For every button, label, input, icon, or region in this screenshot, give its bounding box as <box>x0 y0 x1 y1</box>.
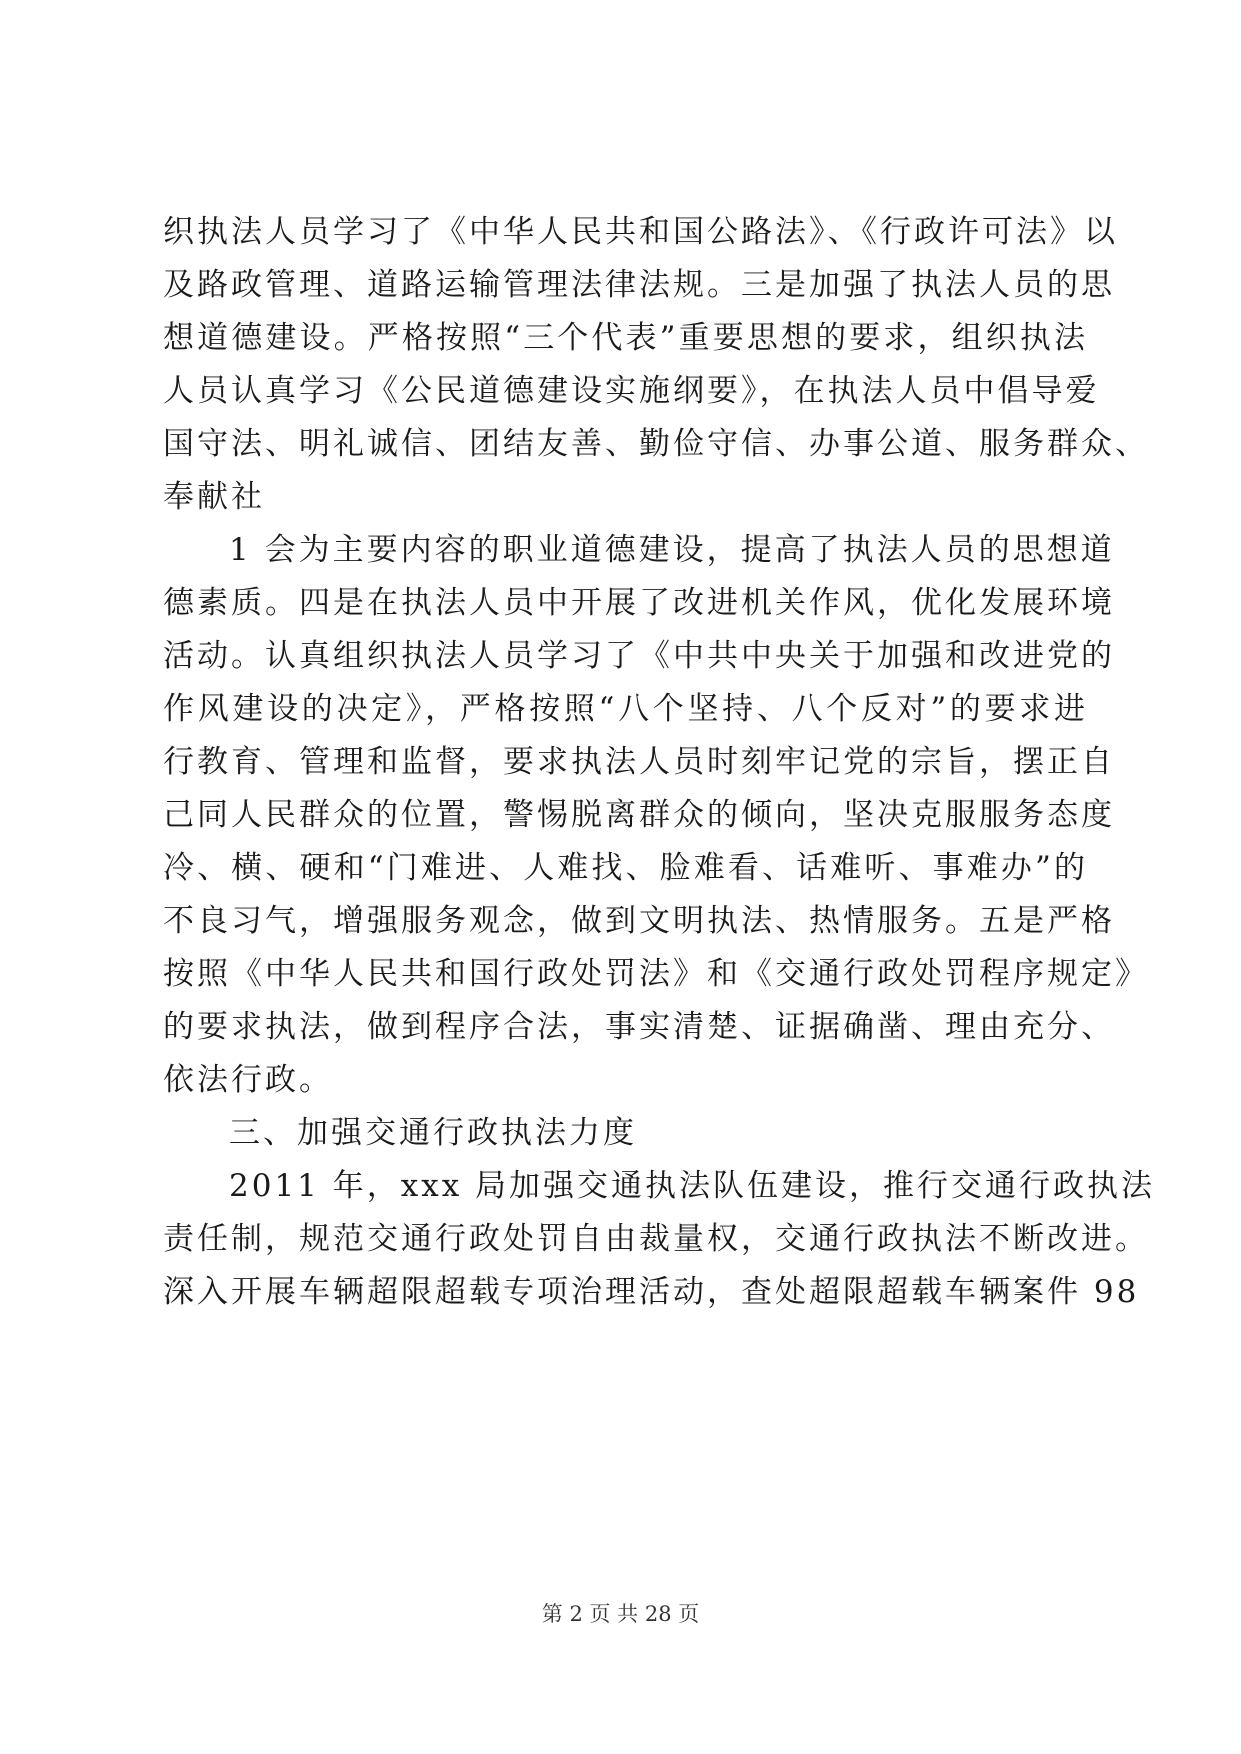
body-line: 织执法人员学习了《中华人民共和国公路法》、《行政许可法》以 <box>163 214 1118 250</box>
section-heading: 三、加强交通行政执法力度 <box>229 1115 637 1151</box>
body-line: 想道德建设。严格按照“三个代表”重要思想的要求，组织执法 <box>163 320 1088 356</box>
body-line: 责任制，规范交通行政处罚自由裁量权，交通行政执法不断改进。 <box>163 1221 1149 1257</box>
body-line: 奉献社 <box>163 479 265 515</box>
body-line: 冷、横、硬和“门难进、人难找、脸难看、话难听、事难办”的 <box>163 850 1088 886</box>
body-line: 的要求执法，做到程序合法，事实清楚、证据确凿、理由充分、 <box>163 1009 1115 1045</box>
paragraph-first-line: 2011 年，xxx 局加强交通执法队伍建设，推行交通行政执法 <box>229 1168 1156 1204</box>
body-line: 深入开展车辆超限超载专项治理活动，查处超限超载车辆案件 98 <box>163 1274 1140 1310</box>
body-line: 依法行政。 <box>163 1062 333 1098</box>
body-line: 人员认真学习《公民道德建设实施纲要》，在执法人员中倡导爱 <box>163 373 1100 409</box>
body-line: 己同人民群众的位置，警惕脱离群众的倾向，坚决克服服务态度 <box>163 797 1115 833</box>
body-line: 不良习气，增强服务观念，做到文明执法、热情服务。五是严格 <box>163 903 1115 939</box>
paragraph-first-line: 1 会为主要内容的职业道德建设，提高了执法人员的思想道 <box>229 532 1115 568</box>
page-number-footer: 第 2 页 共 28 页 <box>541 1602 700 1626</box>
body-line: 按照《中华人民共和国行政处罚法》和《交通行政处罚程序规定》 <box>163 956 1149 992</box>
body-line: 作风建设的决定》，严格按照“八个坚持、八个反对”的要求进 <box>163 691 1088 727</box>
body-line: 活动。认真组织执法人员学习了《中共中央关于加强和改进党的 <box>163 638 1115 674</box>
body-line: 行教育、管理和监督，要求执法人员时刻牢记党的宗旨，摆正自 <box>163 744 1115 780</box>
body-line: 德素质。四是在执法人员中开展了改进机关作风，优化发展环境 <box>163 585 1115 621</box>
body-line: 及路政管理、道路运输管理法律法规。三是加强了执法人员的思 <box>163 267 1115 303</box>
body-line: 国守法、明礼诚信、团结友善、勤俭守信、办事公道、服务群众、 <box>163 426 1149 462</box>
